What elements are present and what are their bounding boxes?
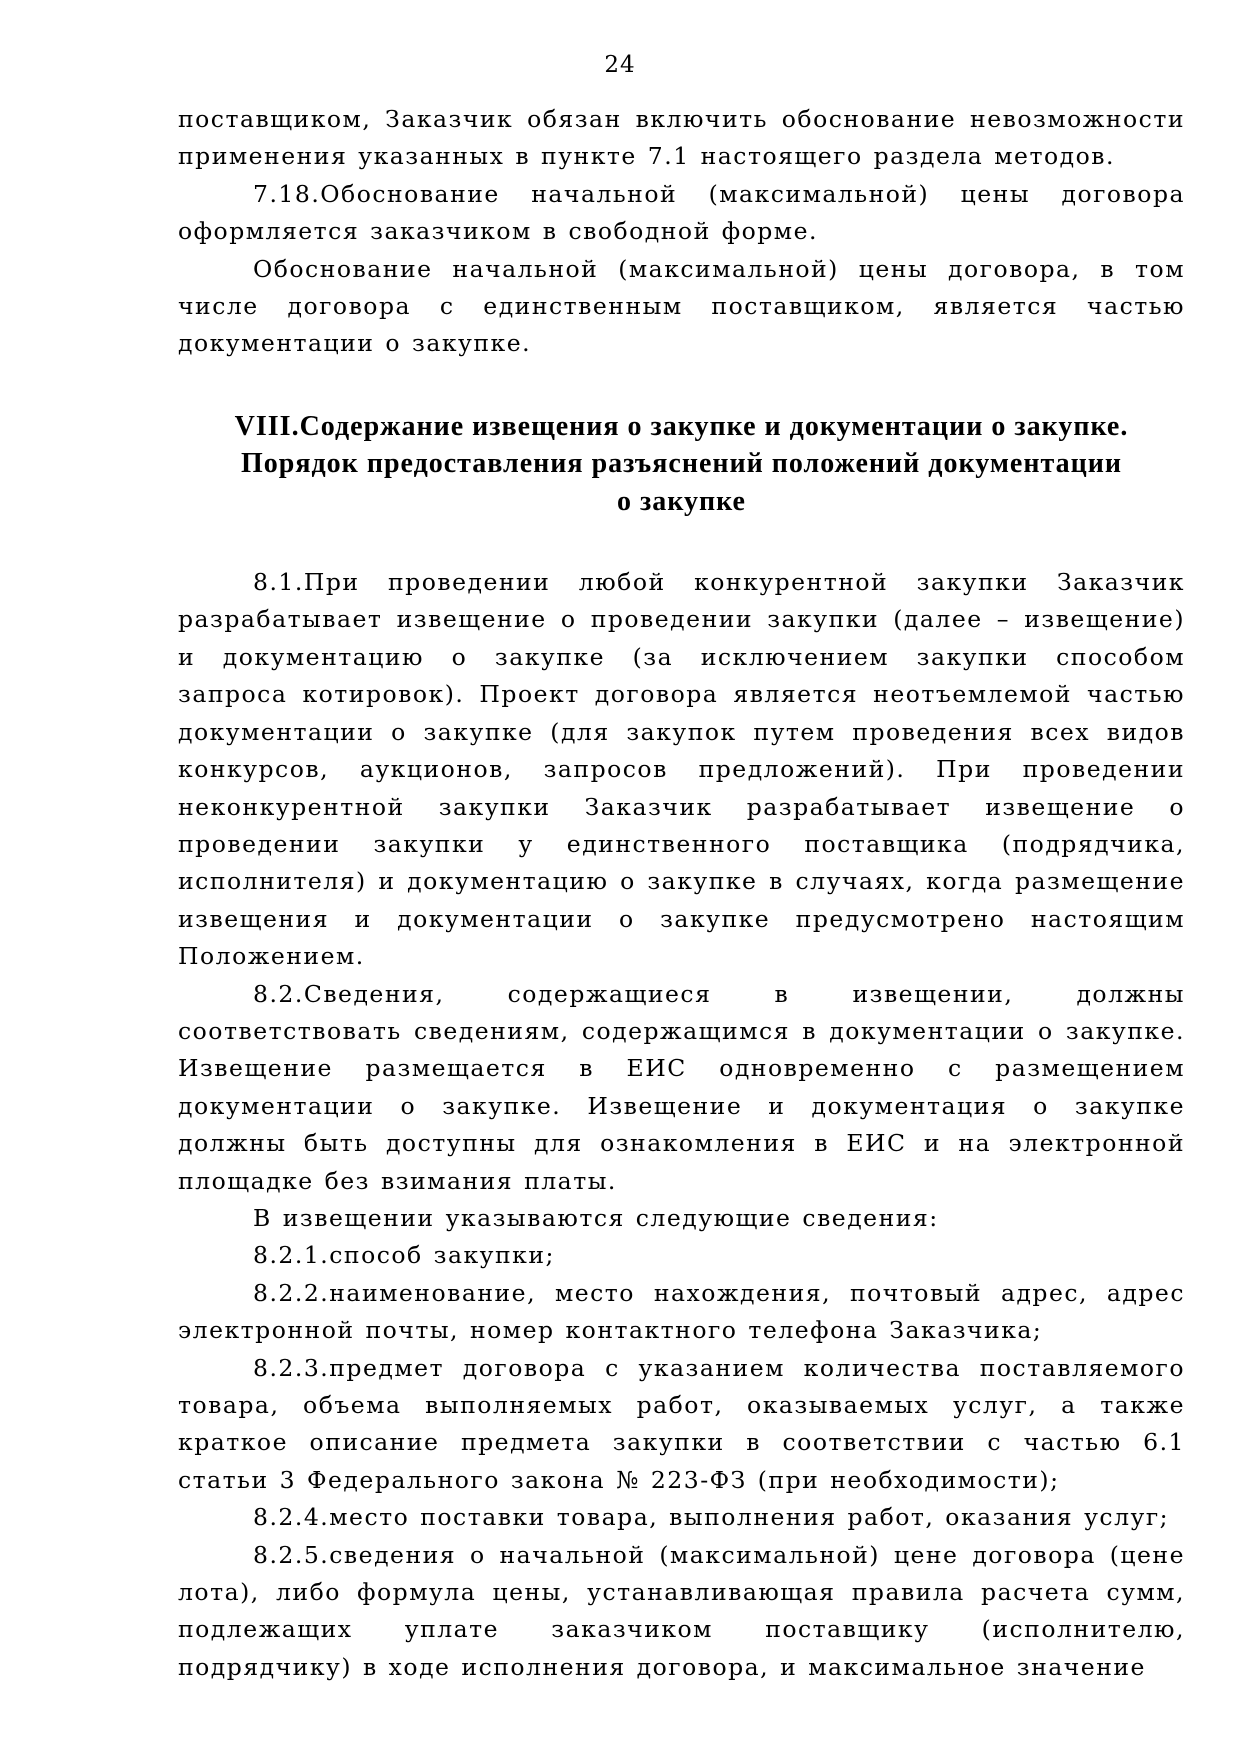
paragraph: 8.2.Сведения, содержащиеся в извещении, должны соответствовать сведениям, содержащимся в документации о закупке. Извещение размещается в ЕИС одновременно с размещением документации о закупке. Извещение и документация о закупке должны быть доступны для ознакомления в ЕИС и на электронной площадке без взимания платы. [178, 979, 1185, 1195]
section-heading-line: о закупке [617, 485, 746, 517]
paragraph: 8.1.При проведении любой конкурентной закупки Заказчик разрабатывает извещение о проведении закупки (далее – извещение) и документацию о закупке (за исключением закупки способом запроса котировок). Проект договора является неотъемлемой частью документации о закупке (для закупок путем проведения всех видов конкурсов, аукционов, запросов предложений). При проведении неконкурентной закупки Заказчик разрабатывает извещение о проведении закупки у единственного поставщика (подрядчика, исполнителя) и документацию о закупке в случаях, когда размещение извещения и документации о закупке предусмотрено настоящим Положением. [178, 568, 1185, 971]
paragraph: Обоснование начальной (максимальной) цены договора, в том числе договора с единственным поставщиком, является частью документации о закупке. [178, 254, 1185, 358]
page-number: 24 [604, 52, 636, 78]
paragraph: В извещении указываются следующие сведения: [253, 1203, 939, 1232]
paragraph: 8.2.4.место поставки товара, выполнения работ, оказания услуг; [253, 1503, 1170, 1532]
intro-text-block [178, 101, 1185, 363]
paragraph: 8.2.3.предмет договора с указанием количества поставляемого товара, объема выполняемых работ, оказываемых услуг, а также краткое описание предмета закупки в соответствии с частью 6.1 статьи 3 Федерального закона № 223-ФЗ (при необходимости); [178, 1353, 1185, 1494]
paragraph: поставщиком, Заказчик обязан включить обоснование невозможности применения указанных в пункте 7.1 настоящего раздела методов. [178, 105, 1185, 171]
document-body [178, 101, 1185, 1686]
paragraph: 8.2.5.сведения о начальной (максимальной) цене договора (цене лота), либо формула цены, устанавливающая правила расчета сумм, подлежащих уплате заказчиком поставщику (исполнителю, подрядчику) в ходе исполнения договора, и максимальное значение [178, 1540, 1185, 1681]
main-text-block [178, 564, 1185, 1686]
paragraph: 7.18.Обоснование начальной (максимальной) цены договора оформляется заказчиком в свободной форме. [178, 179, 1185, 246]
section-heading-line: Порядок предоставления разъяснений положений документации [241, 448, 1122, 480]
section-heading [178, 408, 1185, 520]
paragraph: 8.2.1.способ закупки; [253, 1241, 555, 1270]
section-heading-line: VIII.Содержание извещения о закупке и документации о закупке. [234, 410, 1129, 442]
paragraph: 8.2.2.наименование, место нахождения, почтовый адрес, адрес электронной почты, номер контактного телефона Заказчика; [178, 1278, 1185, 1345]
